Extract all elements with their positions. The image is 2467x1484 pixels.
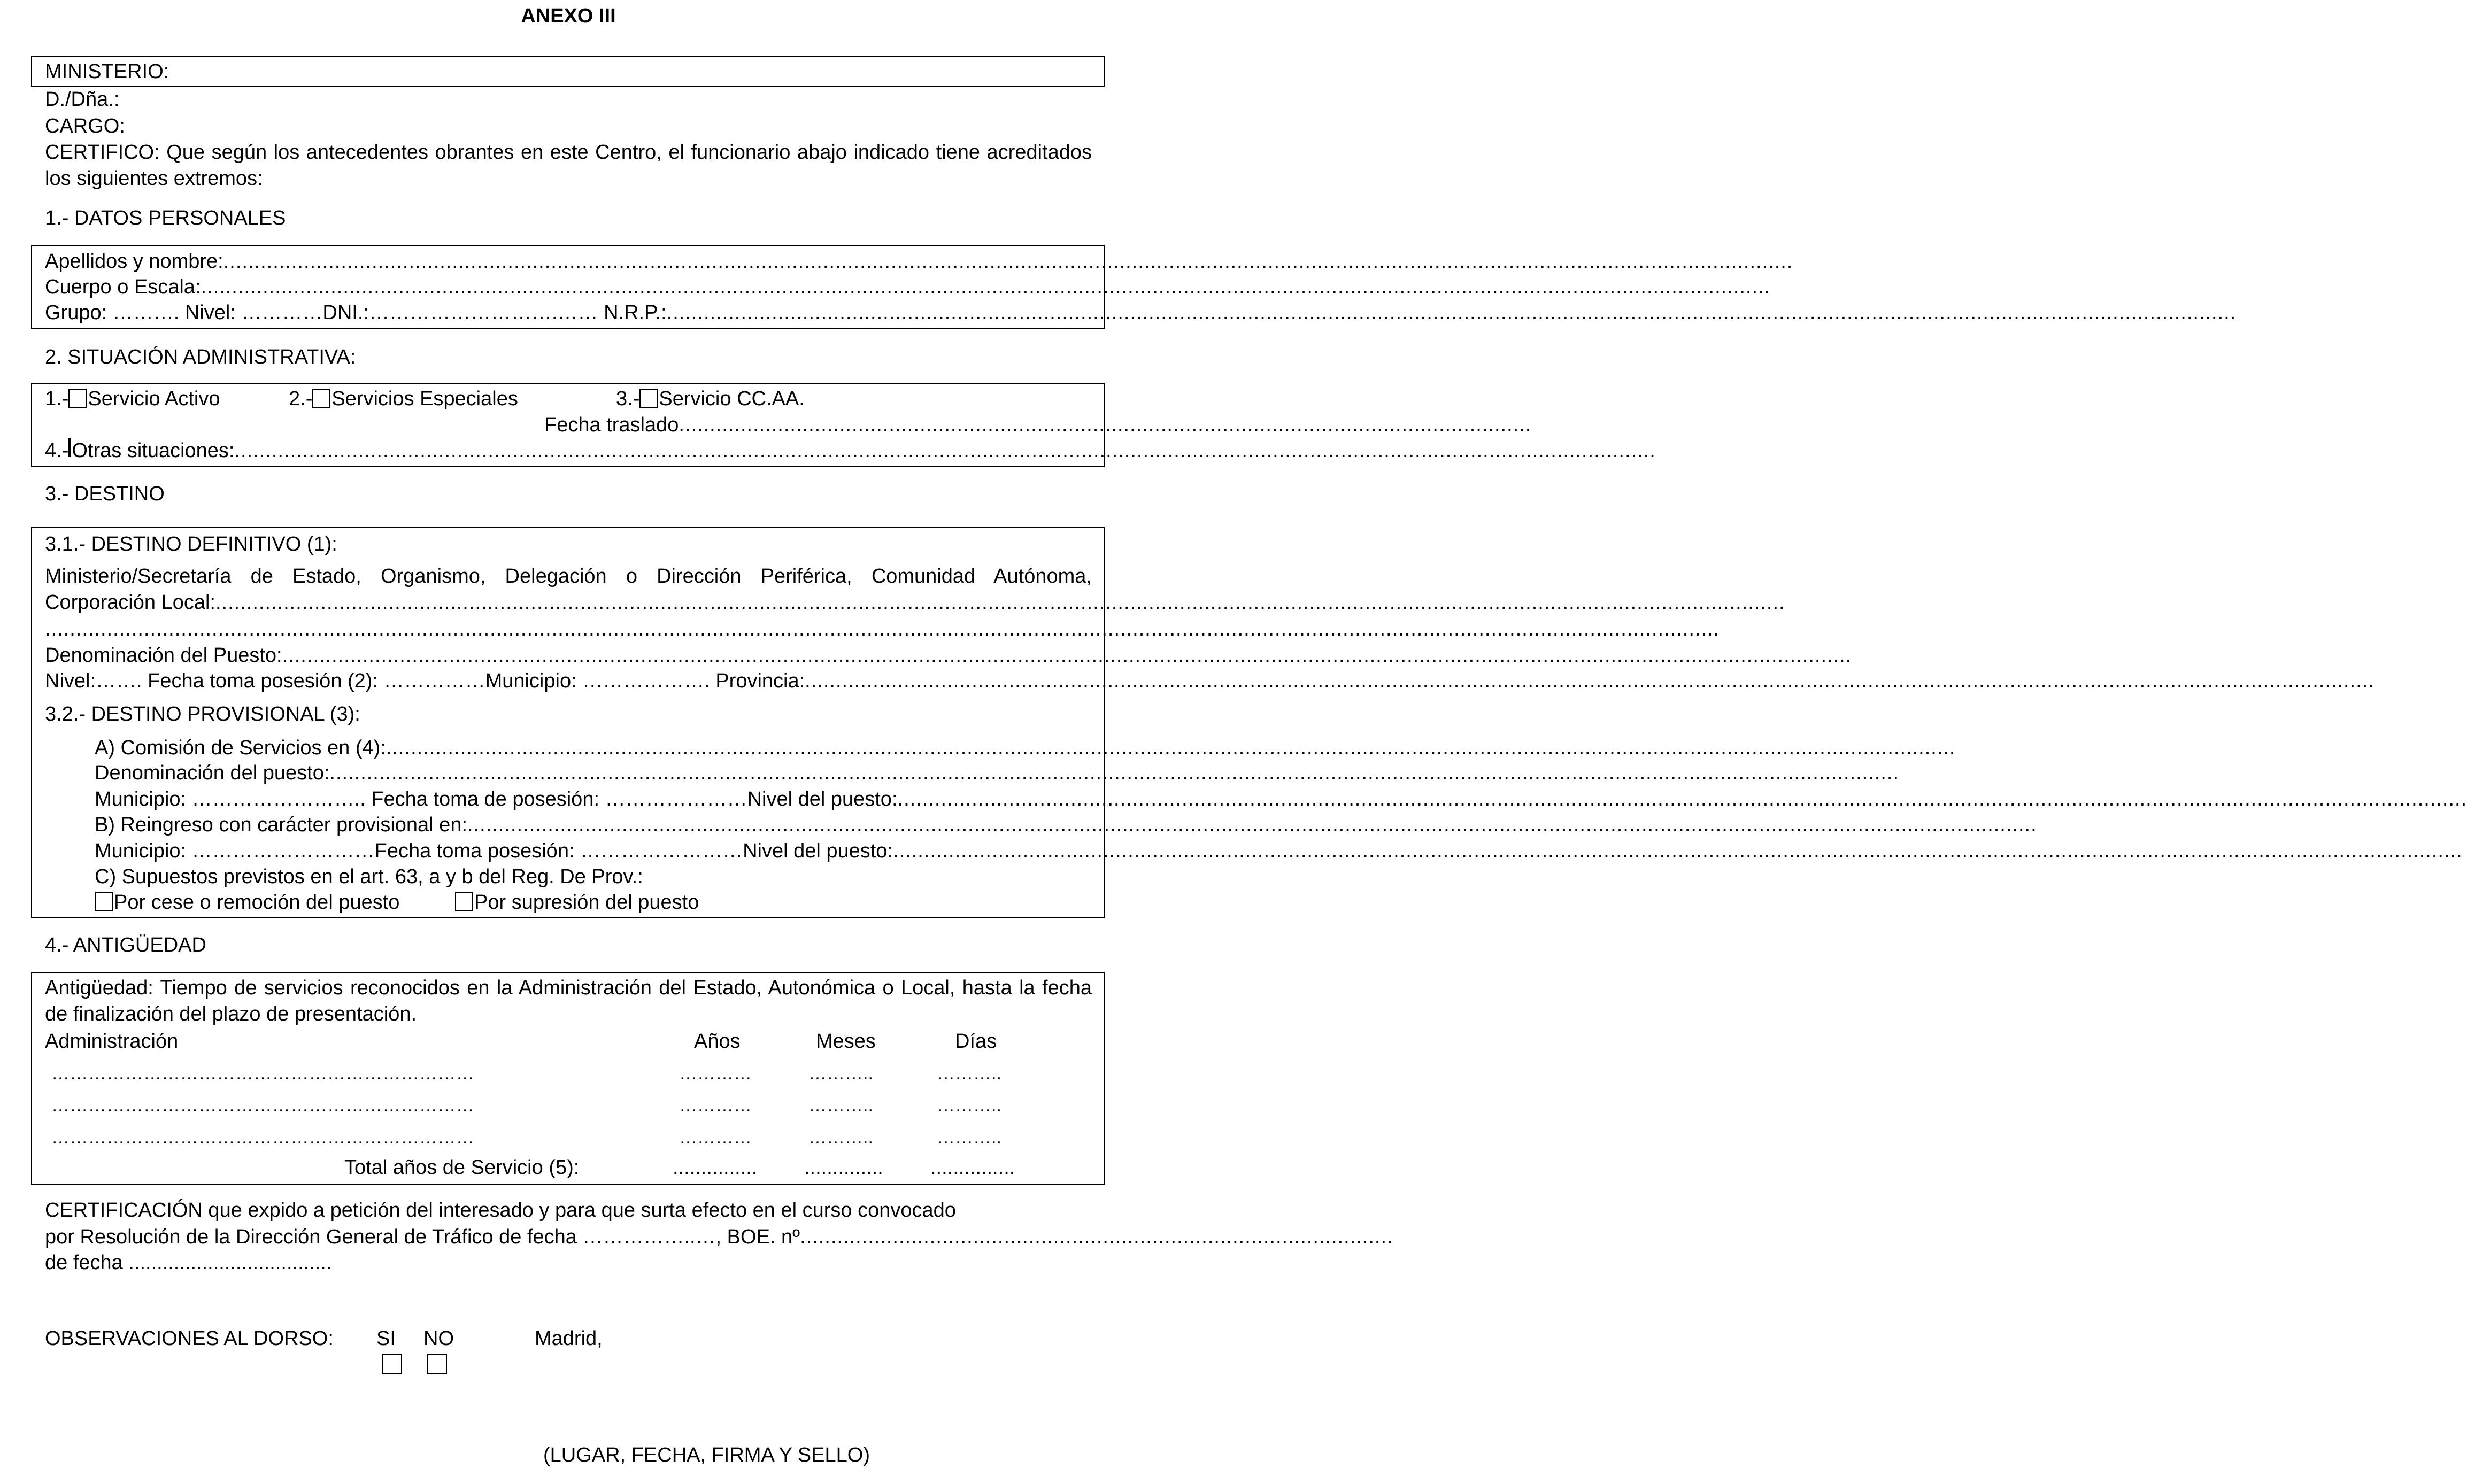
certificacion-line1: CERTIFICACIÓN que expido a petición del interesado y para que surta efecto en el curso convocado xyxy=(45,1199,956,1222)
municipio-b-label: Municipio: ………………………Fecha toma posesión: ……………………Nivel del puesto: xyxy=(95,840,893,862)
denominacion-puesto-field[interactable]: .............................................................................................................................................................................................................................................................. xyxy=(329,762,1900,784)
nivel-row xyxy=(45,668,2375,694)
cuerpo-label: Cuerpo o Escala: xyxy=(45,276,201,298)
denominacion-row xyxy=(45,643,1852,669)
opt4-row xyxy=(45,438,1656,464)
servicio-activo-checkbox[interactable] xyxy=(68,389,87,408)
observaciones-no-checkbox[interactable] xyxy=(427,1354,447,1374)
anos-row-1[interactable]: ………… xyxy=(679,1063,752,1084)
apellidos-label: Apellidos y nombre: xyxy=(45,250,223,273)
opt3 xyxy=(616,386,805,412)
grupo-row xyxy=(45,300,2237,326)
section3-heading: 3.- DESTINO xyxy=(45,483,165,505)
nivel-puesto-a-field[interactable]: .............................................................................................................................................................................................................................................................. xyxy=(897,788,2467,810)
denominacion-field[interactable]: .............................................................................................................................................................................................................................................................. xyxy=(282,644,1852,667)
comision-label: A) Comisión de Servicios en (4): xyxy=(95,737,386,759)
denominacion-puesto-label: Denominación del puesto: xyxy=(95,762,330,784)
fecha-traslado-field[interactable]: .......................................................................................................................................... xyxy=(679,414,1532,436)
servicios-especiales-checkbox[interactable] xyxy=(312,389,330,408)
fecha-traslado-row xyxy=(544,412,1532,438)
col-meses: Meses xyxy=(816,1030,876,1053)
opt3-num: 3.- xyxy=(616,388,640,410)
anos-row-2[interactable]: ………… xyxy=(679,1095,752,1116)
section4-heading: 4.- ANTIGÜEDAD xyxy=(45,934,206,956)
comision-field[interactable]: .............................................................................................................................................................................................................................................................. xyxy=(386,737,1956,759)
total-dias[interactable]: ............... xyxy=(930,1156,1015,1179)
admin-row-1[interactable]: …………………………………………………………… xyxy=(51,1063,475,1084)
municipio-a-row xyxy=(95,786,2467,813)
municipio-a-label: Municipio: …………………….. Fecha toma de posesión: …………………Nivel del puesto: xyxy=(95,788,898,810)
corporacion-field-2[interactable]: ............................................................................................................................................................................................................................................................................... xyxy=(45,618,1720,640)
dias-row-2[interactable]: ……….. xyxy=(937,1095,1001,1116)
admin-row-3[interactable]: …………………………………………………………… xyxy=(51,1127,475,1148)
col-dias: Días xyxy=(955,1030,997,1053)
madrid-label: Madrid, xyxy=(535,1327,603,1350)
total-label: Total años de Servicio (5): xyxy=(344,1156,580,1179)
anos-row-3[interactable]: ………… xyxy=(679,1127,752,1148)
meses-row-2[interactable]: ……….. xyxy=(808,1095,873,1116)
corporacion-row xyxy=(45,590,1785,616)
ministerio-label: MINISTERIO: xyxy=(45,60,169,83)
admin-row-2[interactable]: …………………………………………………………… xyxy=(51,1095,475,1116)
opt1-label: Servicio Activo xyxy=(88,388,220,410)
fecha-traslado-label: Fecha traslado xyxy=(544,414,679,436)
provisional-heading: 3.2.- DESTINO PROVISIONAL (3): xyxy=(45,703,360,725)
otras-situaciones-checkbox[interactable] xyxy=(68,438,71,457)
header-box xyxy=(31,56,1105,87)
opt4-label: Otras situaciones: xyxy=(72,439,235,462)
opt3-label: Servicio CC.AA. xyxy=(659,388,805,410)
meses-row-3[interactable]: ……….. xyxy=(808,1127,873,1148)
supresion-label: Por supresión del puesto xyxy=(474,891,699,914)
section1-heading: 1.- DATOS PERSONALES xyxy=(45,207,286,229)
supresion-option xyxy=(455,890,699,916)
cuerpo-field[interactable]: .............................................................................................................................................................................................................................................................. xyxy=(201,276,1771,298)
meses-row-1[interactable]: ……….. xyxy=(808,1063,873,1084)
servicio-ccaa-checkbox[interactable] xyxy=(639,389,658,408)
certifico-text: CERTIFICO: Que según los antecedentes obrantes en este Centro, el funcionario abajo indicado tiene acreditados los siguientes extremos: xyxy=(45,141,1092,190)
certificacion-line2-text: por Resolución de la Dirección General de Tráfico de fecha ……………..…, BOE. nº xyxy=(45,1226,800,1248)
opt4-num: 4.- xyxy=(45,439,69,462)
definitivo-heading: 3.1.- DESTINO DEFINITIVO (1): xyxy=(45,533,337,555)
cuerpo-row xyxy=(45,274,1771,300)
denominacion-puesto-row xyxy=(95,760,1900,786)
nivel-puesto-b-field[interactable]: .............................................................................................................................................................................................................................................................. xyxy=(893,840,2463,862)
ministerio-text: Ministerio/Secretaría de Estado, Organismo, Delegación o Dirección Periférica, Comunidad Autónoma, xyxy=(45,565,1092,588)
apellidos-row xyxy=(45,249,1793,275)
denominacion-label: Denominación del Puesto: xyxy=(45,644,282,667)
certificacion-line3[interactable]: de fecha .................................... xyxy=(45,1251,332,1274)
reingreso-field[interactable]: .............................................................................................................................................................................................................................................................. xyxy=(467,814,2037,836)
corporacion-row-2 xyxy=(45,616,1720,643)
otras-situaciones-field[interactable]: ...................................................................................................................................................................................................................................... xyxy=(234,439,1656,462)
no-label: NO xyxy=(423,1327,454,1350)
corporacion-label: Corporación Local: xyxy=(45,591,215,614)
dona-label: D./Dña.: xyxy=(45,88,120,111)
boe-number-field[interactable]: ................................................................................................ xyxy=(800,1226,1393,1248)
lugar-fecha-firma-sello: (LUGAR, FECHA, FIRMA Y SELLO) xyxy=(543,1444,870,1466)
si-label: SI xyxy=(376,1327,396,1350)
municipio-b-row xyxy=(95,838,2463,864)
section2-heading: 2. SITUACIÓN ADMINISTRATIVA: xyxy=(45,346,356,368)
opt1 xyxy=(45,386,220,412)
nivel-label: Nivel:……. Fecha toma posesión (2): ……………Municipio: ………………. Provincia: xyxy=(45,670,805,692)
total-meses[interactable]: .............. xyxy=(804,1156,883,1179)
provincia-field[interactable]: .............................................................................................................................................................................................................................................................. xyxy=(805,670,2375,692)
reingreso-row xyxy=(95,812,2037,838)
apellidos-field[interactable]: .............................................................................................................................................................................................................................................................. xyxy=(223,250,1793,273)
comision-row xyxy=(95,735,1956,761)
cese-option xyxy=(95,890,399,916)
page-title: ANEXO III xyxy=(521,5,616,27)
antiguedad-text: Antigüedad: Tiempo de servicios reconocidos en la Administración del Estado, Autonómica o Local, hasta la fecha de finalización del plazo de presentación. xyxy=(45,977,1092,1025)
dias-row-1[interactable]: ……….. xyxy=(937,1063,1001,1084)
observaciones-label: OBSERVACIONES AL DORSO: xyxy=(45,1327,334,1350)
nrp-field[interactable]: .............................................................................................................................................................................................................................................................. xyxy=(666,302,2237,324)
corporacion-field[interactable]: .............................................................................................................................................................................................................................................................. xyxy=(215,591,1785,614)
reingreso-label: B) Reingreso con carácter provisional en: xyxy=(95,814,468,836)
cese-label: Por cese o remoción del puesto xyxy=(114,891,400,914)
cese-checkbox[interactable] xyxy=(95,892,113,911)
total-anos[interactable]: ............... xyxy=(673,1156,758,1179)
supuestos-label: C) Supuestos previstos en el art. 63, a y b del Reg. De Prov.: xyxy=(95,865,643,888)
opt1-num: 1.- xyxy=(45,388,69,410)
grupo-label: Grupo: ………. Nivel: …………DNI.:……………………….…… N.R.P.: xyxy=(45,302,667,324)
observaciones-si-checkbox[interactable] xyxy=(382,1354,402,1374)
dias-row-3[interactable]: ……….. xyxy=(937,1127,1001,1148)
opt2-label: Servicios Especiales xyxy=(331,388,518,410)
col-administracion: Administración xyxy=(45,1030,179,1053)
certificacion-line2 xyxy=(45,1224,1393,1250)
cargo-label: CARGO: xyxy=(45,115,125,137)
supresion-checkbox[interactable] xyxy=(455,892,473,911)
opt2-num: 2.- xyxy=(289,388,313,410)
opt2 xyxy=(289,386,518,412)
col-anos: Años xyxy=(694,1030,741,1053)
